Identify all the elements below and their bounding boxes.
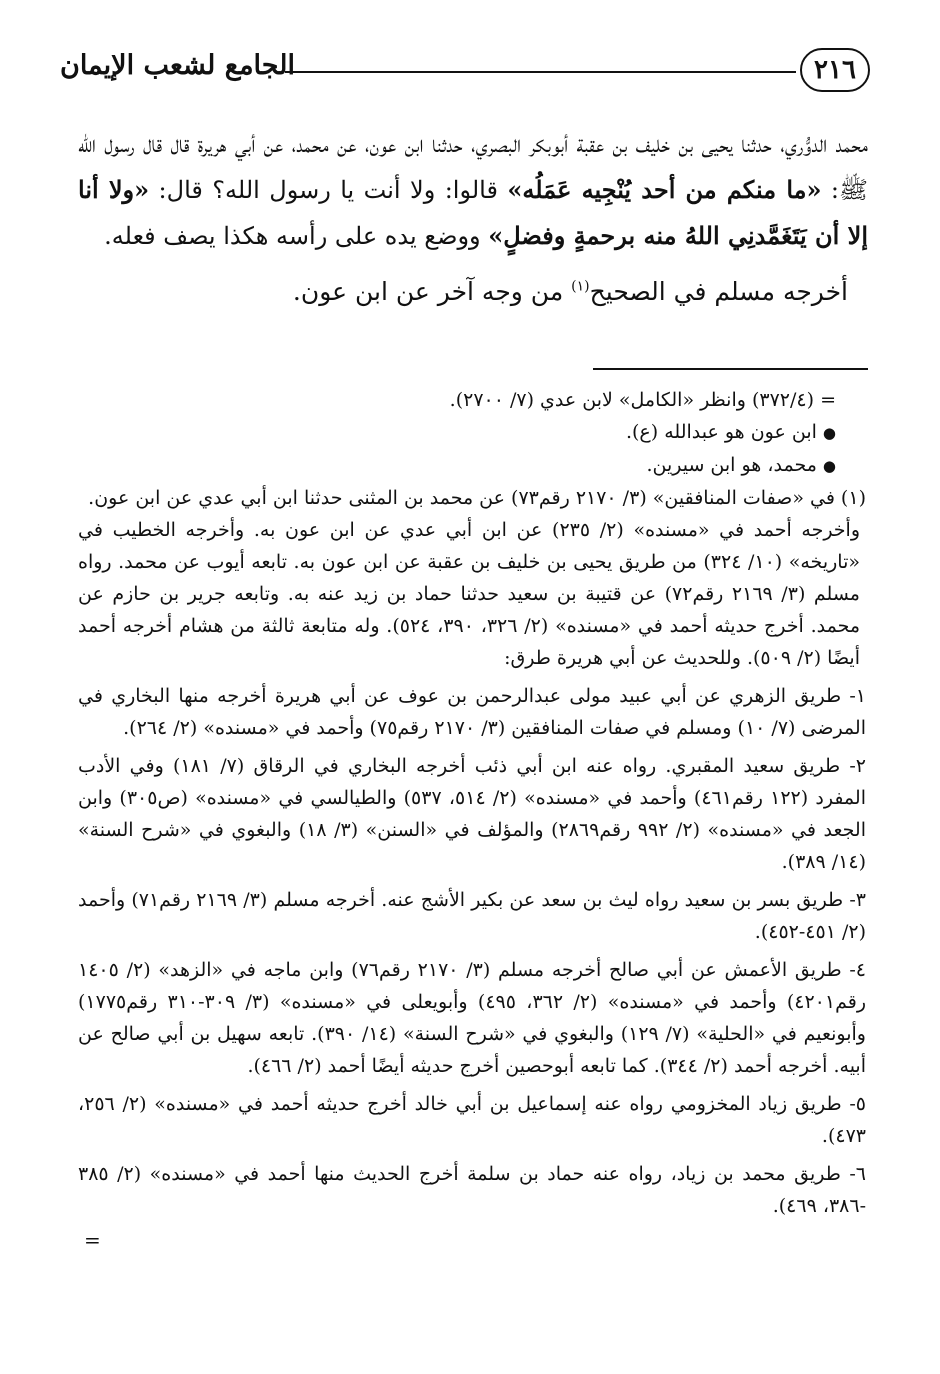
route-item-3: ٣- طريق بسر بن سعيد رواه ليث بن سعد عن بكير الأشج عنه. أخرجه مسلم (٣/ ٢١٦٩ رقم٧١) وأحمد (٢/ ٤٥١-٤٥٢).	[78, 889, 866, 943]
running-title: الجامع لشعب الإيمان	[60, 50, 295, 81]
route-item-2: ٢- طريق سعيد المقبري. رواه عنه ابن أبي ذئب أخرجه البخاري في الرقاق (٧/ ١٨١) وفي الأدب المفرد (١٢٢ رقم٤٦١) وأحمد في «مسنده» (٢/ ٥١٤، ٥٣٧) والطيالسي في «مسنده» (ص٣٠٥) وابن الجعد في «مسنده» (٢/ ٩٩٢ رقم٢٨٦٩) والمؤلف في «السنن» (٣/ ١٨) والبغوي في «شرح السنة» (١٤/ ٣٨٩).	[78, 755, 866, 873]
prophet-quote: «ما منكم من أحد يُنْجِيه عَمَلُه»	[507, 175, 822, 204]
bullet-icon: ●	[822, 457, 836, 475]
footnote-separator	[593, 368, 868, 370]
route-item-1: ١- طريق الزهري عن أبي عبيد مولى عبدالرحمن بن عوف عن أبي هريرة أخرجه منها البخاري في المرضى (٧/ ١٠) ومسلم في صفات المنافقين (٣/ ٢١٧٠ رقم٧٥) وأحمد في «مسنده» (٢/ ٢٦٤).	[78, 685, 866, 739]
footnotes	[78, 384, 866, 1252]
prophet-reply-quote: «ولا أنا إلا أن يَتَغَمَّدنِي اللهُ منه برحمةٍ وفضلٍ»	[78, 175, 868, 250]
route-item-4: ٤- طريق الأعمش عن أبي صالح أخرجه مسلم (٣/ ٢١٧٠ رقم٧٦) وابن ماجه في «الزهد» (٢/ ١٤٠٥ رقم٤٢٠١) وأحمد في «مسنده» (٢/ ٣٦٢، ٤٩٥) وأبويعلى في «مسنده» (٣/ ٣٠٩-٣١٠ رقم١٧٧٥) وأبونعيم في «الحلية» (٧/ ١٢٩) والبغوي في «شرح السنة» (١٤/ ٣٩٠). تابعه سهيل بن أبي صالح عن أبيه. أخرجه أحمد (٢/ ٣٤٤). كما تابعه أبوحصين أخرج حديثه أيضًا أحمد (٢/ ٤٦٦).	[78, 959, 866, 1077]
isnad-text: محمد الدوُّري، حدثنا يحيى بن خليف بن عقبة أبوبكر البصري، حدثنا ابن عون، عن محمد، عن أبي هريرة قال قال رسول الله ﷺ:	[78, 130, 869, 204]
narrative-text: قالوا: ولا أنت يا رسول الله؟ قال:	[149, 176, 508, 204]
hadith-paragraph	[78, 122, 868, 259]
reference-line	[78, 269, 848, 314]
closing-text: ووضع يده على رأسه هكذا يصف فعله.	[104, 222, 489, 250]
page-number: ٢١٦	[800, 48, 870, 92]
reference-after: من وجه آخر عن ابن عون.	[292, 277, 572, 306]
footnote-marker[interactable]: (١)	[571, 278, 590, 295]
bullet-icon: ●	[822, 424, 836, 442]
bullet-item	[78, 449, 866, 482]
header-rule	[285, 71, 796, 73]
route-item-6	[78, 1158, 866, 1252]
footnote-1-body: وأخرجه أحمد في «مسنده» (٢/ ٢٣٥) عن ابن أبي عدي عن ابن عون به. وأخرجه الخطيب في «تاريخه» (١٠/ ٣٢٤) من طريق يحيى بن خليف بن عقبة عن ابن عون به. تابعه أيوب عن محمد. رواه مسلم (٣/ ٢١٦٩ رقم٧٢) عن قتيبة بن سعيد حدثنا حماد بن زيد عنه به. وتابعه جرير بن حازم عن محمد. أخرج حديثه أحمد في «مسنده» (٢/ ٣٢٦، ٣٩٠، ٥٢٤). وله متابعة ثالثة من هشام أخرجه أحمد أيضًا (٢/ ٥٠٩). وللحديث عن أبي هريرة طرق:	[78, 519, 861, 669]
route-item-6-text: ٦- طريق محمد بن زياد، رواه عنه حماد بن سلمة أخرج الحديث منها أحمد في «مسنده» (٢/ ٣٨٥ -٣٨٦، ٤٦٩).	[78, 1163, 866, 1217]
bullet-text: محمد، هو ابن سيرين.	[646, 454, 817, 476]
bullet-text: ابن عون هو عبدالله (ع).	[625, 421, 817, 443]
footnote-continuation: = (٣٧٢/٤) وانظر «الكامل» لابن عدي (٧/ ٢٧٠٠).	[449, 389, 836, 411]
main-text	[78, 122, 868, 314]
bullet-item	[78, 416, 866, 449]
page-header	[60, 40, 870, 100]
continuation-mark: =	[84, 1228, 101, 1252]
reference-before: أخرجه مسلم في الصحيح	[589, 277, 848, 306]
footnote-1-line: (١) في «صفات المنافقين» (٣/ ٢١٧٠ رقم٧٣) عن محمد بن المثنى حدثنا ابن أبي عدي عن ابن عون.	[88, 487, 866, 509]
route-item-5: ٥- طريق زياد المخزومي رواه عنه إسماعيل بن أبي خالد أخرج حديثه أحمد في «مسنده» (٢/ ٢٥٦، ٤٧٣).	[78, 1093, 866, 1147]
